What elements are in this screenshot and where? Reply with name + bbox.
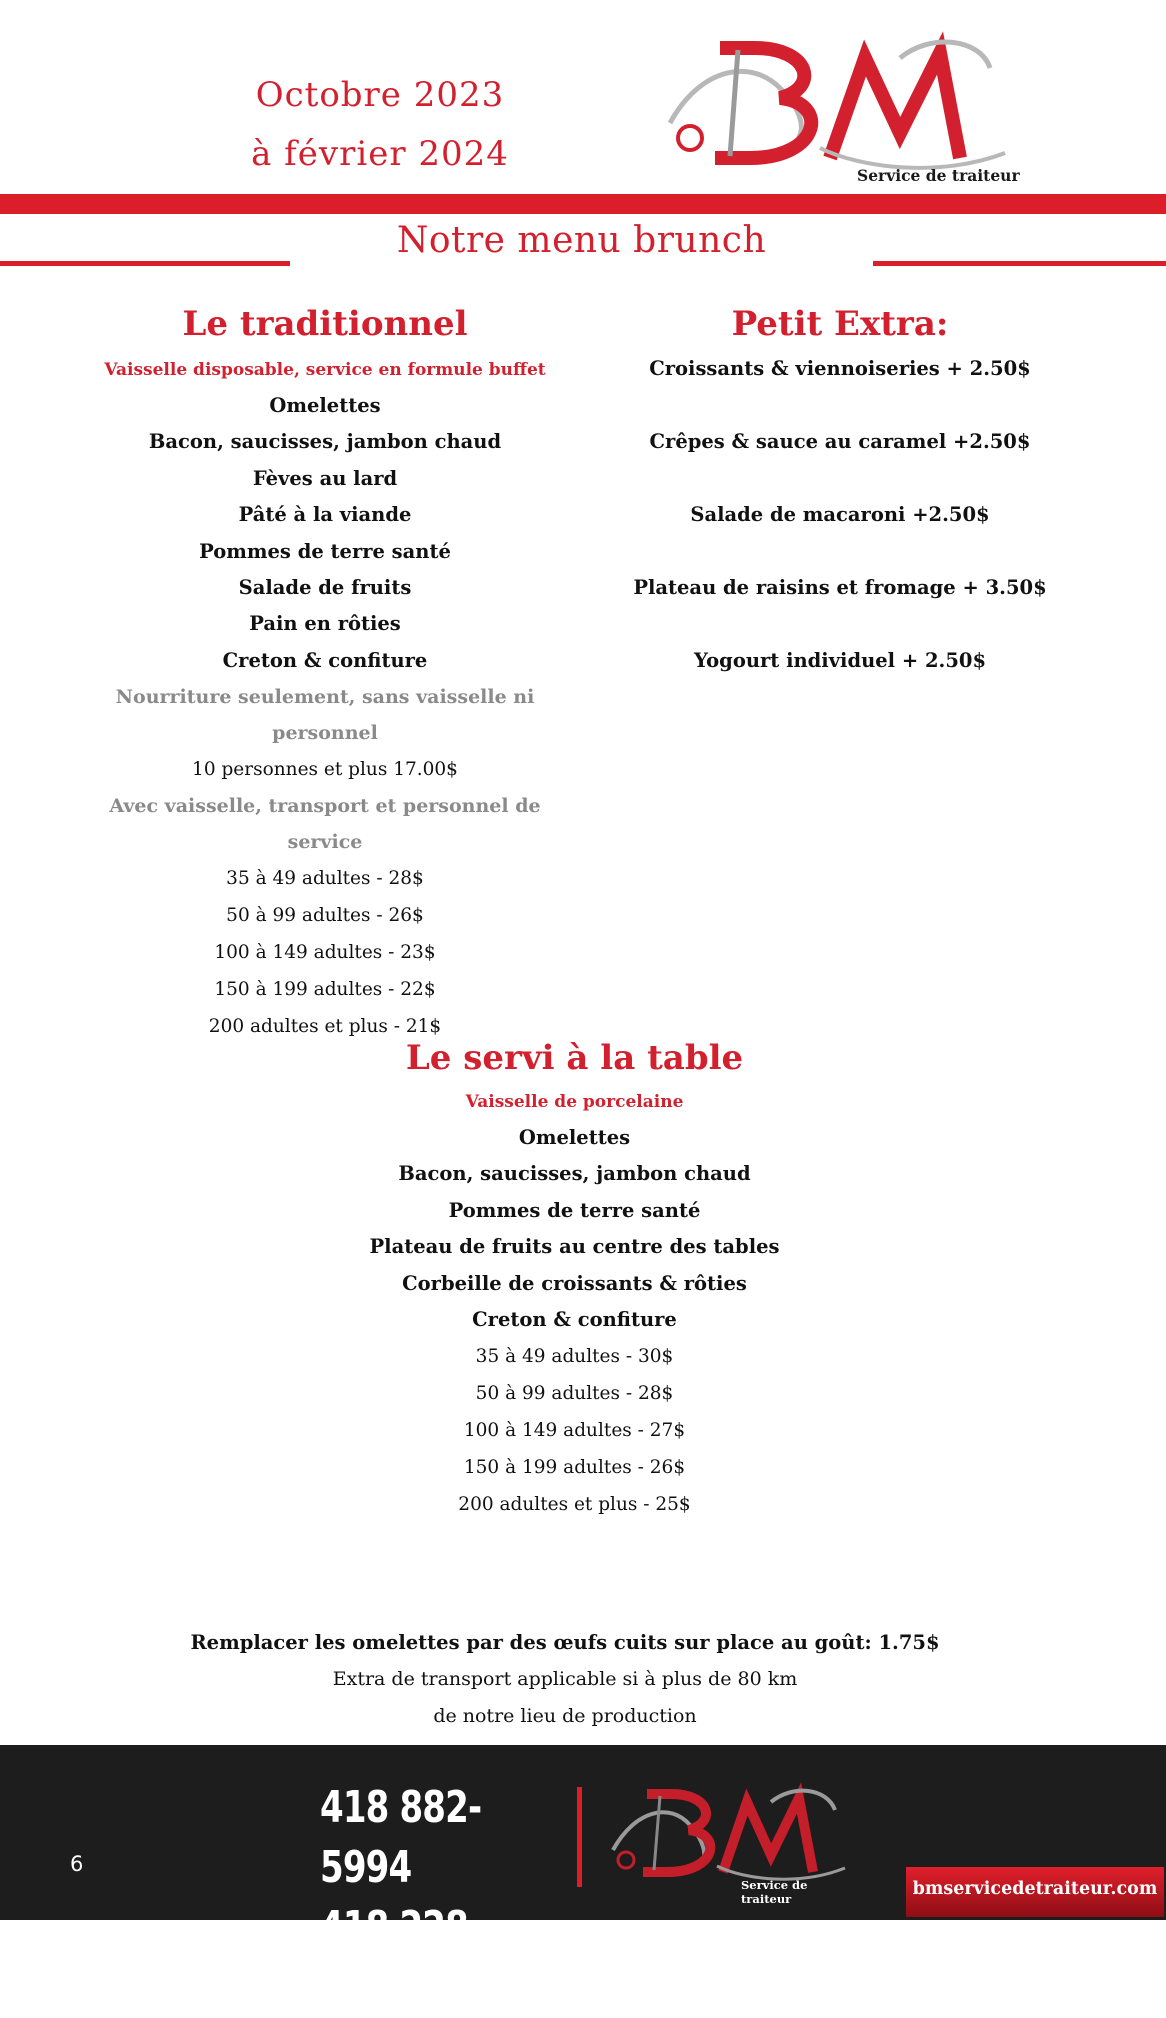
menu-item: Creton & confiture bbox=[222, 648, 428, 672]
eggs-note: Remplacer les omelettes par des œufs cuits sur place au goût: 1.75$ bbox=[190, 1631, 940, 1654]
menu-item: Creton & confiture bbox=[472, 1308, 677, 1332]
period-start: Octobre 2023 bbox=[255, 75, 505, 115]
menu-item: Bacon, saucisses, jambon chaud bbox=[148, 430, 502, 454]
period-end: à février 2024 bbox=[251, 134, 509, 174]
phone-number[interactable]: 418 228-1464 bbox=[320, 1902, 482, 2013]
extra-item: Yogourt individuel + 2.50$ bbox=[693, 649, 987, 672]
logo-caption: Service de traiteur bbox=[857, 166, 1020, 185]
price-tier: 35 à 49 adultes - 28$ bbox=[226, 868, 424, 890]
extra-item: Croissants & viennoiseries + 2.50$ bbox=[649, 357, 1031, 380]
menu-period bbox=[240, 66, 520, 184]
service-note: Avec vaisselle, transport et personnel de service bbox=[109, 795, 541, 854]
price-tier: 150 à 199 adultes - 22$ bbox=[214, 979, 436, 1001]
title-rule-left bbox=[0, 261, 290, 266]
price-tier: 150 à 199 adultes - 26$ bbox=[463, 1457, 686, 1479]
transport-note-line2: de notre lieu de production bbox=[433, 1704, 697, 1727]
header-red-band bbox=[0, 194, 1166, 214]
menu-item: Plateau de fruits au centre des tables bbox=[369, 1235, 780, 1259]
extras-list bbox=[620, 332, 1060, 697]
food-only-price: 10 personnes et plus 17.00$ bbox=[192, 759, 458, 781]
menu-item: Salade de fruits bbox=[238, 576, 412, 600]
servi-subtitle: Vaisselle de porcelaine bbox=[465, 1092, 684, 1112]
phone-numbers bbox=[320, 1778, 531, 2018]
menu-item: Pâté à la viande bbox=[238, 503, 412, 527]
menu-item: Pain en rôties bbox=[249, 612, 401, 636]
menu-item: Corbeille de croissants & rôties bbox=[402, 1271, 747, 1295]
menu-item: Bacon, saucisses, jambon chaud bbox=[398, 1162, 751, 1186]
title-rule-right bbox=[873, 261, 1166, 266]
notes-section bbox=[165, 1625, 965, 1734]
extra-item: Plateau de raisins et fromage + 3.50$ bbox=[633, 576, 1047, 599]
traditionnel-subtitle: Vaisselle disposable, service en formule buffet bbox=[104, 360, 546, 380]
phone-number[interactable]: 418 882-5994 bbox=[320, 1782, 482, 1893]
price-tier: 200 adultes et plus - 25$ bbox=[458, 1494, 691, 1516]
price-tier: 35 à 49 adultes - 30$ bbox=[475, 1346, 674, 1368]
price-tier: 100 à 149 adultes - 27$ bbox=[463, 1420, 686, 1442]
menu-item: Omelettes bbox=[518, 1126, 631, 1149]
bm-logo-footer bbox=[605, 1780, 855, 1906]
footer-divider bbox=[577, 1787, 582, 1887]
page-number: 6 bbox=[70, 1852, 84, 1876]
extra-item: Crêpes & sauce au caramel +2.50$ bbox=[649, 430, 1031, 453]
price-tier: 200 adultes et plus - 21$ bbox=[208, 1016, 442, 1038]
price-tier: 50 à 99 adultes - 26$ bbox=[226, 905, 424, 927]
servi-section bbox=[283, 1032, 866, 1523]
price-tier: 50 à 99 adultes - 28$ bbox=[475, 1383, 674, 1405]
website-link[interactable]: bmservicedetraiteur.com bbox=[906, 1867, 1164, 1917]
transport-note-line1: Extra de transport applicable si à plus de 80 km bbox=[332, 1668, 798, 1691]
servi-title: Le servi à la table bbox=[405, 1038, 744, 1078]
bm-logo bbox=[660, 28, 1020, 188]
menu-item: Pommes de terre santé bbox=[199, 539, 451, 563]
menu-item: Pommes de terre santé bbox=[448, 1198, 701, 1222]
extra-item: Salade de macaroni +2.50$ bbox=[690, 503, 990, 526]
menu-item: Omelettes bbox=[269, 394, 381, 417]
food-only-note: Nourriture seulement, sans vaisselle ni personnel bbox=[115, 686, 535, 745]
menu-item: Fèves au lard bbox=[252, 466, 398, 490]
traditionnel-title: Le traditionnel bbox=[182, 304, 468, 344]
logo-caption: Service de traiteur bbox=[741, 1878, 808, 1906]
menu-title: Notre menu brunch bbox=[396, 220, 767, 261]
extras-section bbox=[620, 298, 1060, 697]
extras-title: Petit Extra: bbox=[731, 304, 949, 344]
traditionnel-section bbox=[70, 298, 580, 1045]
price-tier: 100 à 149 adultes - 23$ bbox=[214, 942, 436, 964]
